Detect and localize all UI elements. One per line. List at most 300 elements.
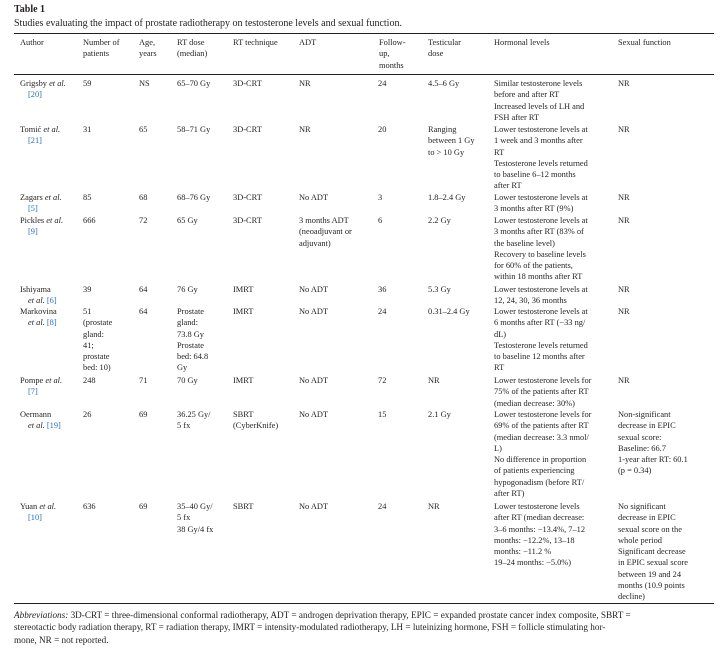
reference-link[interactable]: [21] <box>28 136 42 146</box>
cell-adt <box>299 409 328 420</box>
cell-hormonal-line: months: −12.2%, 13–18 <box>494 535 575 545</box>
cell-dose-line: Gy <box>177 363 188 373</box>
column-header-hormonal-line: Hormonal levels <box>494 38 550 47</box>
cell-sexual-line: Baseline: 66.7 <box>618 443 666 453</box>
cell-hormonal-line: 75% of the patients after RT <box>494 387 589 397</box>
cell-author <box>20 409 61 432</box>
cell-technique-line: 3D-CRT <box>233 216 262 225</box>
cell-sexual <box>618 501 688 603</box>
cell-sexual-line: decline) <box>618 592 645 602</box>
cell-testicular-line: NR <box>428 376 440 385</box>
cell-sexual-line: No significant <box>618 502 666 511</box>
cell-technique-line: IMRT <box>233 285 254 294</box>
cell-hormonal-line: 69% of the patients after RT <box>494 421 589 431</box>
cell-dose <box>177 192 210 203</box>
cell-followup-value: 72 <box>378 376 387 385</box>
cell-hormonal-line: RT <box>494 147 505 157</box>
table-caption: Studies evaluating the impact of prostate radiotherapy on testosterone levels and sexual function. <box>14 18 402 29</box>
cell-age <box>139 409 147 420</box>
cell-followup <box>378 124 386 135</box>
cell-patients-line: 51 <box>83 307 92 316</box>
cell-testicular-line: NR <box>428 502 440 511</box>
cell-hormonal-line: Testosterone levels returned <box>494 158 588 168</box>
cell-technique <box>233 124 262 135</box>
cell-author <box>20 375 62 398</box>
column-header-dose-line: RT dose <box>177 38 205 47</box>
cell-hormonal-line: 12, 24, 30, 36 months <box>494 296 567 306</box>
cell-patients-line: 41; <box>83 340 94 350</box>
cell-dose <box>177 409 211 432</box>
cell-hormonal-line: (median decrease: 30%) <box>494 398 575 408</box>
cell-followup <box>378 501 386 512</box>
column-header-technique-line: RT technique <box>233 38 278 47</box>
cell-hormonal-line: FSH after RT <box>494 112 540 122</box>
cell-adt-line: NR <box>299 125 311 134</box>
cell-age <box>139 375 147 386</box>
cell-age <box>139 306 147 317</box>
cell-hormonal-line: within 18 months after RT <box>494 272 583 282</box>
reference-link[interactable]: [9] <box>28 227 38 237</box>
cell-age <box>139 192 147 203</box>
cell-hormonal-line: Increased levels of LH and <box>494 101 585 111</box>
cell-followup <box>378 78 386 89</box>
cell-dose-line: 5 fx <box>177 513 191 523</box>
cell-technique-line: 3D-CRT <box>233 125 262 134</box>
column-header-followup-line: up, <box>379 49 390 59</box>
reference-link[interactable]: [6] <box>46 296 57 306</box>
cell-testicular-line: 4.5–6 Gy <box>428 79 460 88</box>
author-name-cont: et al. <box>28 421 45 431</box>
cell-hormonal-line: to baseline 6–12 months <box>494 170 576 180</box>
cell-hormonal-line: for 60% of the patients, <box>494 261 573 271</box>
cell-patients <box>83 124 91 135</box>
cell-sexual <box>618 78 630 89</box>
author-name-cont: et al. <box>28 318 45 328</box>
cell-author <box>20 124 60 147</box>
cell-adt <box>299 192 328 203</box>
cell-followup-value: 24 <box>378 502 387 511</box>
cell-dose-line: 68–76 Gy <box>177 193 211 202</box>
reference-link[interactable]: [19] <box>46 421 61 431</box>
cell-age <box>139 78 150 89</box>
author-line-2 <box>20 135 60 146</box>
cell-followup <box>378 306 386 317</box>
column-header-patients <box>83 37 120 60</box>
cell-adt-line: No ADT <box>299 376 329 385</box>
cell-age-value: 68 <box>139 193 148 202</box>
cell-patients <box>83 501 96 512</box>
cell-hormonal-line: before and after RT <box>494 90 560 100</box>
cell-hormonal-line: Testosterone levels returned <box>494 340 588 350</box>
cell-sexual <box>618 409 688 477</box>
column-header-followup <box>379 37 406 71</box>
cell-dose-line: bed: 64.8 <box>177 352 209 362</box>
cell-hormonal-line: L) <box>494 443 502 453</box>
cell-testicular <box>428 124 475 158</box>
cell-patients-line: 636 <box>83 502 96 511</box>
cell-hormonal-line: Similar testosterone levels <box>494 79 583 88</box>
cell-hormonal-line: Lower testosterone levels at <box>494 125 588 134</box>
cell-hormonal-line: Lower testosterone levels at <box>494 216 588 225</box>
cell-adt <box>299 306 328 317</box>
author-name: Grigsby et al. <box>20 79 66 88</box>
cell-hormonal-line: dL) <box>494 329 507 339</box>
cell-followup <box>378 284 386 295</box>
column-header-adt-line: ADT <box>299 38 317 47</box>
cell-hormonal <box>494 78 584 123</box>
cell-sexual-line: sexual score on the <box>618 524 682 534</box>
column-header-patients-line: Number of <box>83 38 120 47</box>
cell-age <box>139 501 147 512</box>
cell-dose-line: Prostate <box>177 307 204 316</box>
column-header-hormonal <box>494 37 550 48</box>
cell-patients-line: bed: 10) <box>83 363 111 373</box>
cell-technique-line: 3D-CRT <box>233 193 262 202</box>
cell-technique <box>233 375 253 386</box>
cell-hormonal-line: 3–6 months: −13.4%, 7–12 <box>494 524 586 534</box>
reference-link[interactable]: [7] <box>28 387 38 397</box>
cell-testicular <box>428 501 440 512</box>
cell-testicular-line: 2.1 Gy <box>428 410 451 419</box>
cell-patients-line: prostate <box>83 352 110 362</box>
cell-hormonal <box>494 284 588 307</box>
footnote-line-1 <box>14 609 716 621</box>
cell-patients-line: 39 <box>83 285 92 294</box>
reference-link[interactable]: [8] <box>46 318 57 328</box>
column-header-dose <box>177 37 207 60</box>
cell-age <box>139 215 147 226</box>
cell-patients <box>83 409 91 420</box>
cell-hormonal-line: 1 week and 3 months after <box>494 136 583 146</box>
author-line-2 <box>20 89 66 100</box>
column-header-sexual <box>618 37 671 48</box>
column-header-author <box>20 37 44 48</box>
cell-dose <box>177 78 210 89</box>
cell-sexual-line: Non-significant <box>618 410 671 419</box>
cell-sexual-line: decrease in EPIC <box>618 421 676 431</box>
author-name-cont: et al. <box>28 296 45 306</box>
cell-adt-line: 3 months ADT <box>299 216 349 225</box>
cell-testicular-line: Ranging <box>428 125 457 134</box>
author-line-2 <box>20 512 56 523</box>
cell-followup <box>378 215 382 226</box>
cell-testicular <box>428 78 459 89</box>
reference-link[interactable]: [20] <box>28 90 42 100</box>
cell-author <box>20 192 62 215</box>
cell-adt <box>299 284 328 295</box>
cell-sexual <box>618 284 630 295</box>
cell-author <box>20 78 66 101</box>
cell-hormonal-line: 19–24 months: −5.0%) <box>494 558 572 568</box>
cell-hormonal-line: after RT) <box>494 489 525 499</box>
cell-sexual-line: NR <box>618 216 630 225</box>
cell-adt-line: (neoadjuvant or <box>299 227 352 237</box>
cell-testicular-line: 2.2 Gy <box>428 216 451 225</box>
author-line-2 <box>20 386 62 397</box>
cell-hormonal <box>494 501 585 569</box>
cell-age-value: 69 <box>139 502 148 511</box>
cell-hormonal-line: after RT <box>494 181 522 191</box>
cell-technique <box>233 284 253 295</box>
column-header-age-line: Age, <box>139 38 156 47</box>
cell-followup-value: 24 <box>378 307 387 316</box>
cell-testicular <box>428 284 451 295</box>
cell-patients-line: 666 <box>83 216 96 225</box>
cell-technique <box>233 306 253 317</box>
cell-dose <box>177 124 210 135</box>
cell-followup <box>378 192 382 203</box>
column-header-author-line: Author <box>20 38 44 47</box>
cell-hormonal-line: Lower testosterone levels at <box>494 307 588 316</box>
cell-hormonal-line: the baseline level) <box>494 238 555 248</box>
cell-dose-line: 73.8 Gy <box>177 329 204 339</box>
cell-sexual-line: (p = 0.34) <box>618 466 652 476</box>
column-header-testicular-line: dose <box>428 49 444 59</box>
cell-sexual-line: NR <box>618 285 630 294</box>
cell-hormonal-line: 3 months after RT (9%) <box>494 204 574 214</box>
cell-adt <box>299 215 352 249</box>
cell-patients <box>83 375 96 386</box>
cell-adt-line: adjuvant) <box>299 238 331 248</box>
cell-adt-line: No ADT <box>299 410 329 419</box>
cell-hormonal-line: Lower testosterone levels at <box>494 285 588 294</box>
author-name: Pompe et al. <box>20 376 63 385</box>
cell-sexual-line: sexual score: <box>618 432 662 442</box>
reference-link[interactable]: [5] <box>28 204 38 214</box>
cell-hormonal-line: RT <box>494 363 505 373</box>
top-rule <box>14 33 714 34</box>
cell-dose-line: Prostate <box>177 340 204 350</box>
column-header-sexual-line: Sexual function <box>618 38 671 47</box>
table-label: Table 1 <box>14 4 46 15</box>
author-line-2 <box>20 295 57 306</box>
cell-followup <box>378 409 386 420</box>
cell-hormonal-line: 6 months after RT (−33 ng/ <box>494 318 586 328</box>
cell-hormonal-line: Recovery to baseline levels <box>494 249 586 259</box>
cell-technique-line: IMRT <box>233 376 254 385</box>
cell-testicular <box>428 375 440 386</box>
column-header-testicular <box>428 37 461 60</box>
author-name: Markovina <box>20 307 57 316</box>
cell-dose-line: 36.25 Gy/ <box>177 410 211 419</box>
cell-hormonal-line: Lower testosterone levels for <box>494 376 592 385</box>
cell-patients <box>83 192 91 203</box>
cell-dose-line: 76 Gy <box>177 285 198 294</box>
cell-testicular <box>428 215 451 226</box>
cell-dose <box>177 284 198 295</box>
bottom-rule <box>14 603 714 604</box>
cell-hormonal-line: No difference in proportion <box>494 455 587 465</box>
cell-patients-line: 59 <box>83 79 92 88</box>
cell-sexual <box>618 215 630 226</box>
author-name: Ishiyama <box>20 285 51 294</box>
cell-hormonal-line: after RT (median decrease: <box>494 513 585 523</box>
cell-dose <box>177 215 198 226</box>
cell-sexual-line: NR <box>618 307 630 316</box>
cell-sexual-line: NR <box>618 193 630 202</box>
table-footnote <box>14 609 716 646</box>
cell-dose-line: 58–71 Gy <box>177 125 211 134</box>
cell-patients <box>83 284 91 295</box>
cell-hormonal-line: to baseline 12 months after <box>494 352 585 362</box>
cell-patients <box>83 306 112 374</box>
cell-sexual-line: NR <box>618 125 630 134</box>
column-header-dose-line: (median) <box>177 49 208 59</box>
header-rule <box>14 74 714 75</box>
cell-followup-value: 6 <box>378 216 383 225</box>
cell-age-value: 64 <box>139 307 148 316</box>
cell-technique <box>233 409 278 432</box>
cell-testicular <box>428 192 465 203</box>
cell-patients-line: 248 <box>83 376 96 385</box>
cell-author <box>20 284 57 307</box>
cell-followup-value: 20 <box>378 125 387 134</box>
cell-sexual-line: NR <box>618 376 630 385</box>
cell-technique-line: 3D-CRT <box>233 79 262 88</box>
cell-age-value: 65 <box>139 125 148 134</box>
author-name: Zagars et al. <box>20 193 62 202</box>
author-name: Tomić et al. <box>20 125 61 134</box>
cell-technique <box>233 78 262 89</box>
author-line-2 <box>20 420 61 431</box>
cell-dose-line: 70 Gy <box>177 376 198 385</box>
cell-patients-line: 85 <box>83 193 92 202</box>
cell-technique-line: SBRT <box>233 410 254 419</box>
cell-hormonal <box>494 375 591 409</box>
author-name: Pickles et al. <box>20 216 64 225</box>
cell-technique-line: SBRT <box>233 502 254 511</box>
cell-adt <box>299 78 311 89</box>
cell-hormonal-line: Lower testosterone levels for <box>494 410 592 419</box>
cell-testicular <box>428 409 451 420</box>
cell-testicular <box>428 306 470 317</box>
column-header-testicular-line: Testicular <box>428 38 461 47</box>
cell-patients-line: 31 <box>83 125 92 134</box>
cell-hormonal-line: (median decrease: 3.3 nmol/ <box>494 432 589 442</box>
cell-followup-value: 15 <box>378 410 387 419</box>
cell-author <box>20 501 56 524</box>
cell-technique-line: IMRT <box>233 307 254 316</box>
author-line-2 <box>20 226 63 237</box>
footnote-line-3: mone, NR = not reported. <box>14 634 109 645</box>
cell-sexual-line: in EPIC sexual score <box>618 558 689 568</box>
cell-hormonal-line: Lower testosterone levels <box>494 502 580 511</box>
column-header-adt <box>299 37 316 48</box>
cell-sexual <box>618 124 630 135</box>
cell-sexual-line: NR <box>618 79 630 88</box>
cell-age-value: 64 <box>139 285 148 294</box>
cell-adt <box>299 124 311 135</box>
cell-adt-line: No ADT <box>299 193 329 202</box>
cell-technique-line: (CyberKnife) <box>233 421 279 431</box>
cell-patients <box>83 78 91 89</box>
column-header-patients-line: patients <box>83 49 110 59</box>
cell-dose-line: 5 fx <box>177 421 191 431</box>
cell-hormonal-line: of patients experiencing <box>494 466 575 476</box>
footnote-text-1: 3D-CRT = three-dimensional conformal radiotherapy, ADT = androgen deprivation therapy, EPIC = expanded prostate cancer index composite, SBRT = <box>68 610 631 620</box>
cell-sexual <box>618 375 630 386</box>
cell-hormonal <box>494 409 591 499</box>
cell-technique <box>233 215 262 226</box>
cell-followup <box>378 375 386 386</box>
cell-hormonal <box>494 124 588 192</box>
cell-hormonal-line: hypogonadism (before RT/ <box>494 477 585 487</box>
cell-adt-line: No ADT <box>299 307 329 316</box>
author-name: Oermann <box>20 410 52 419</box>
cell-testicular-line: 5.3 Gy <box>428 285 451 294</box>
cell-patients <box>83 215 96 226</box>
footnote-line-2: stereotactic body radiation therapy, RT = radiation therapy, IMRT = intensity-modulated radiotherapy, LH = luteinizing hormone, FSH = follicle stimulating hor- <box>14 622 606 633</box>
cell-sexual <box>618 306 630 317</box>
cell-dose-line: gland: <box>177 318 198 328</box>
cell-adt <box>299 375 328 386</box>
cell-followup-value: 3 <box>378 193 383 202</box>
cell-dose <box>177 306 208 374</box>
cell-hormonal <box>494 192 588 215</box>
cell-sexual-line: Significant decrease <box>618 547 686 557</box>
cell-adt-line: No ADT <box>299 285 329 294</box>
cell-testicular-line: between 1 Gy <box>428 136 475 146</box>
cell-patients-line: 26 <box>83 410 92 419</box>
cell-hormonal-line: 3 months after RT (83% of <box>494 227 584 237</box>
cell-author <box>20 306 57 329</box>
cell-followup-value: 24 <box>378 79 387 88</box>
cell-sexual-line: 1-year after RT: 60.1 <box>618 455 688 465</box>
cell-dose <box>177 501 213 535</box>
cell-adt <box>299 501 328 512</box>
reference-link[interactable]: [10] <box>28 513 42 523</box>
cell-sexual-line: whole period <box>618 535 662 545</box>
cell-technique <box>233 192 262 203</box>
column-header-age <box>139 37 157 60</box>
cell-followup-value: 36 <box>378 285 387 294</box>
cell-patients-line: (prostate <box>83 318 113 328</box>
cell-dose-line: 38 Gy/4 fx <box>177 524 214 534</box>
cell-hormonal-line: months: −11.2 % <box>494 547 552 557</box>
cell-testicular-line: 1.8–2.4 Gy <box>428 193 466 202</box>
cell-dose-line: 35–40 Gy/ <box>177 502 213 511</box>
cell-sexual-line: decrease in EPIC <box>618 513 676 523</box>
footnote-lead: Abbreviations: <box>14 610 69 620</box>
column-header-followup-line: months <box>379 60 404 70</box>
cell-dose <box>177 375 198 386</box>
cell-sexual-line: months (10.9 points <box>618 581 685 591</box>
cell-dose-line: 65–70 Gy <box>177 79 211 88</box>
cell-hormonal-line: Lower testosterone levels at <box>494 193 588 202</box>
cell-hormonal <box>494 306 588 374</box>
column-header-age-line: years <box>139 49 157 59</box>
cell-technique <box>233 501 253 512</box>
cell-sexual-line: between 19 and 24 <box>618 569 682 579</box>
cell-sexual <box>618 192 630 203</box>
column-header-followup-line: Follow- <box>379 38 406 47</box>
author-line-2 <box>20 203 62 214</box>
cell-adt-line: No ADT <box>299 502 329 511</box>
cell-hormonal <box>494 215 588 283</box>
cell-testicular-line: to > 10 Gy <box>428 147 465 157</box>
cell-age-value: NS <box>139 79 150 88</box>
cell-age <box>139 124 147 135</box>
cell-age-value: 69 <box>139 410 148 419</box>
cell-author <box>20 215 63 238</box>
author-line-2 <box>20 317 57 328</box>
cell-age-value: 71 <box>139 376 148 385</box>
column-header-technique <box>233 37 278 48</box>
cell-patients-line: gland: <box>83 329 104 339</box>
author-name: Yuan et al. <box>20 502 57 511</box>
cell-adt-line: NR <box>299 79 311 88</box>
cell-dose-line: 65 Gy <box>177 216 198 225</box>
